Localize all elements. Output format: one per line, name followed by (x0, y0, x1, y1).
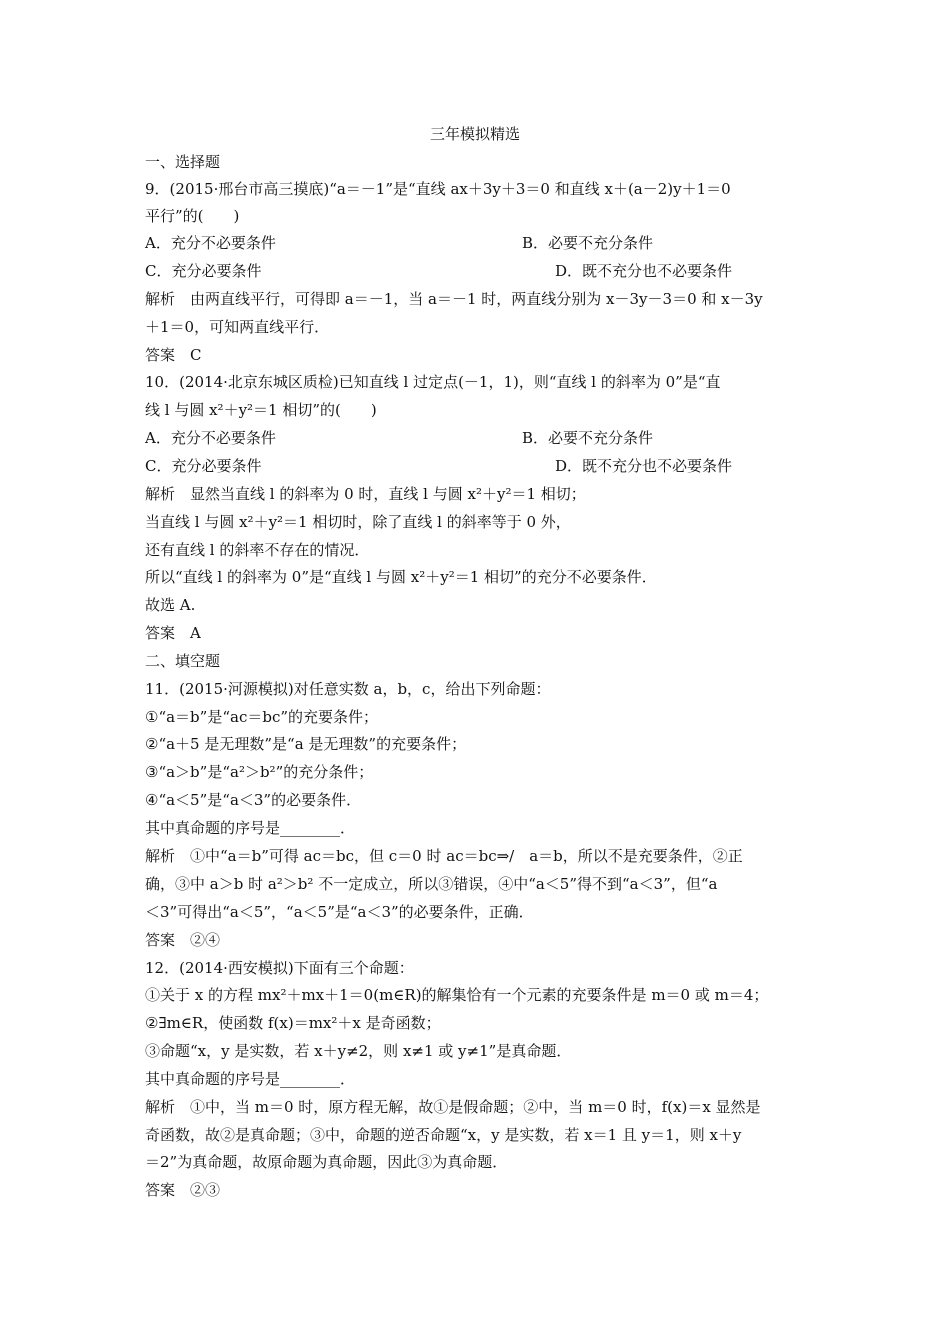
answer-text: 答案 C (145, 346, 202, 364)
proposition-item: ②“a＋5 是无理数”是“a 是无理数”的充要条件； (145, 735, 467, 753)
proposition-item: ①“a＝b”是“ac＝bc”的充要条件； (145, 708, 379, 726)
proposition-item: ④“a＜5”是“a＜3”的必要条件． (145, 791, 362, 809)
analysis-text: 解析 ①中，当 m＝0 时，原方程无解，故①是假命题；②中，当 m＝0 时，f(x)＝x 显然是 (145, 1098, 761, 1116)
answer-text: 答案 ②④ (145, 931, 221, 949)
question-9-options-row (145, 233, 815, 253)
answer-text: 答案 ②③ (145, 1181, 221, 1199)
analysis-text: 解析 显然当直线 l 的斜率为 0 时，直线 l 与圆 x²＋y²＝1 相切； (145, 485, 586, 503)
analysis-text: ＜3”可得出“a＜5”，“a＜5”是“a＜3”的必要条件，正确． (145, 903, 534, 921)
proposition-item: ①关于 x 的方程 mx²＋mx＋1＝0(m∈R)的解集恰有一个元素的充要条件是 m＝0 或 m＝4； (145, 986, 769, 1004)
analysis-text: ＋1＝0，可知两直线平行． (145, 318, 330, 336)
question-9-stem: 9．(2015·邢台市高三摸底)“a＝－1”是“直线 ax＋3y＋3＝0 和直线 x＋(a－2)y＋1＝0 (145, 180, 731, 198)
question-9-stem: 平行”的( ) (145, 207, 240, 225)
question-12-stem: 12．(2014·西安模拟)下面有三个命题： (145, 959, 414, 977)
analysis-text: 所以“直线 l 的斜率为 0”是“直线 l 与圆 x²＋y²＝1 相切”的充分不必要条件． (145, 568, 657, 586)
question-10-options-row (145, 428, 815, 448)
analysis-text: 还有直线 l 的斜率不存在的情况． (145, 541, 370, 559)
question-10-stem: 线 l 与圆 x²＋y²＝1 相切”的( ) (145, 401, 377, 419)
option-b: B．必要不充分条件 (522, 234, 654, 252)
section-heading: 一、选择题 (145, 153, 221, 171)
question-11-blank: 其中真命题的序号是________． (145, 819, 356, 837)
section-heading: 二、填空题 (145, 652, 221, 670)
option-d: D．既不充分也不必要条件 (555, 457, 733, 475)
question-10-options-row (145, 456, 815, 476)
analysis-text: 故选 A. (145, 596, 196, 614)
analysis-text: 解析 由两直线平行，可得即 a＝－1，当 a＝－1 时，两直线分别为 x－3y－3＝0 和 x－3y (145, 290, 763, 308)
option-a: A．充分不必要条件 (145, 234, 276, 252)
question-12-blank: 其中真命题的序号是________． (145, 1070, 356, 1088)
analysis-text: 确，③中 a＞b 时 a²＞b² 不一定成立，所以③错误，④中“a＜5”得不到“a＜3”，但“a (145, 875, 718, 893)
analysis-text: 当直线 l 与圆 x²＋y²＝1 相切时，除了直线 l 的斜率等于 0 外， (145, 513, 571, 531)
option-c: C．充分必要条件 (145, 457, 262, 475)
analysis-text: ＝2”为真命题，故原命题为真命题，因此③为真命题． (145, 1153, 508, 1171)
proposition-item: ②∃m∈R，使函数 f(x)＝mx²＋x 是奇函数； (145, 1014, 441, 1032)
option-b: B．必要不充分条件 (522, 429, 654, 447)
analysis-text: 解析 ①中“a＝b”可得 ac＝bc，但 c＝0 时 ac＝bc⇒/ a＝b，所以不是充要条件，②正 (145, 847, 743, 865)
option-d: D．既不充分也不必要条件 (555, 262, 733, 280)
question-9-options-row (145, 261, 815, 281)
question-11-stem: 11．(2015·河源模拟)对任意实数 a，b，c，给出下列命题： (145, 680, 551, 698)
answer-text: 答案 A (145, 624, 201, 642)
option-c: C．充分必要条件 (145, 262, 262, 280)
proposition-item: ③命题“x，y 是实数，若 x＋y≠2，则 x≠1 或 y≠1”是真命题． (145, 1042, 572, 1060)
question-10-stem: 10．(2014·北京东城区质检)已知直线 l 过定点(－1，1)，则“直线 l 的斜率为 0”是“直 (145, 373, 721, 391)
page-title: 三年模拟精选 (429, 125, 520, 143)
option-a: A．充分不必要条件 (145, 429, 276, 447)
proposition-item: ③“a＞b”是“a²＞b²”的充分条件； (145, 763, 374, 781)
analysis-text: 奇函数，故②是真命题；③中，命题的逆否命题“x，y 是实数，若 x＝1 且 y＝1，则 x＋y (145, 1126, 742, 1144)
